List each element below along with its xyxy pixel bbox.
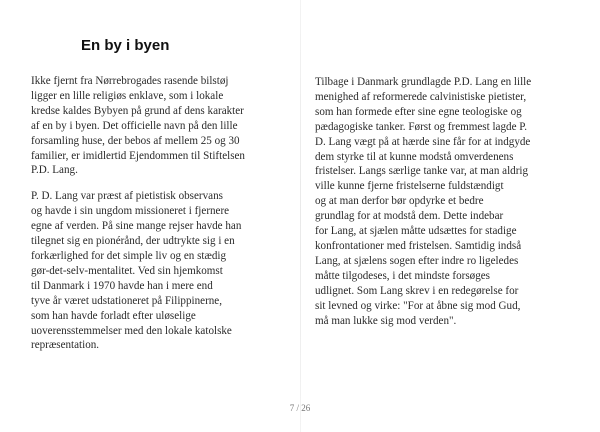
left-page bbox=[31, 36, 283, 353]
text-line: Lang, at sjælens sogen efter indre ro ligeledes bbox=[315, 254, 519, 267]
text-line: som han havde forladt efter uløselige bbox=[31, 309, 196, 322]
text-line: familier, er imidlertid Ejendommen til Stiftelsen bbox=[31, 149, 245, 162]
text-line: som han formede efter sine egne teologiske og bbox=[315, 105, 522, 118]
text-line: pædagogiske tanker. Først og fremmest lagde P. bbox=[315, 120, 527, 133]
text-line: udlignet. Som Lang skrev i en redegørelse for bbox=[315, 284, 519, 297]
text-line: repræsentation. bbox=[31, 339, 100, 352]
text-line: sit levned og virke: "For at åbne sig mod Gud, bbox=[315, 299, 521, 312]
text-line: af en by i byen. Det officielle navn på den lille bbox=[31, 119, 238, 132]
text-line: måtte tilgodeses, i det mindste forsøges bbox=[315, 269, 491, 282]
text-line: konfrontationer med fristelsen. Samtidig indså bbox=[315, 239, 522, 252]
text-line: tyve år været udstationeret på Filippinerne, bbox=[31, 294, 223, 307]
text-line: Tilbage i Danmark grundlagde P.D. Lang en lille bbox=[315, 76, 532, 88]
text-line: må man lukke sig mod verden". bbox=[315, 314, 457, 327]
text-line: forkærlighed for det simple liv og en stædig bbox=[31, 249, 227, 262]
text-line: fristelser. Langs særlige tanke var, at man aldrig bbox=[315, 165, 529, 178]
text-line: ligger en lille religiøs enklave, som i lokale bbox=[31, 89, 224, 102]
text-line: D. Lang vægt på at hærde sine får for at indgyde bbox=[315, 135, 531, 148]
page-number: 7 / 26 bbox=[289, 403, 311, 413]
text-line: gør-det-selv-mentalitet. Ved sin hjemkomst bbox=[31, 264, 223, 277]
left-paragraph-1 bbox=[31, 74, 283, 178]
text-line: Ikke fjernt fra Nørrebrogades rasende bilstøj bbox=[31, 75, 229, 87]
text-line: grundlag for at modstå dem. Dette indebar bbox=[315, 210, 504, 223]
text-line: ville kunne fjerne fristelserne fuldstændigt bbox=[315, 180, 504, 193]
page-title: En by i byen bbox=[81, 37, 170, 54]
left-paragraph-2 bbox=[31, 189, 283, 353]
text-line: til Danmark i 1970 havde han i mere end bbox=[31, 279, 213, 292]
right-page bbox=[315, 75, 575, 328]
right-paragraph-1 bbox=[315, 75, 575, 328]
text-line: uoverensstemmelser med den lokale katolske bbox=[31, 324, 232, 337]
text-line: kredse kaldes Bybyen på grund af dens karakter bbox=[31, 104, 244, 117]
text-line: tilegnet sig en pionérånd, der udtrykte sig i en bbox=[31, 235, 235, 248]
text-line: menighed af reformerede calvinistiske pietister, bbox=[315, 90, 527, 103]
page-gutter bbox=[300, 0, 301, 432]
text-line: egne af verden. På sine mange rejser havde han bbox=[31, 220, 242, 233]
text-line: dem styrke til at kunne modstå omverdenens bbox=[315, 150, 514, 163]
text-line: P. D. Lang var præst af pietistisk observans bbox=[31, 190, 223, 203]
text-line: forsamling huse, der bebos af mellem 25 og 30 bbox=[31, 134, 240, 147]
text-line: P.D. Lang. bbox=[31, 164, 78, 177]
text-line: og havde i sin ungdom missioneret i fjernere bbox=[31, 205, 230, 218]
text-line: og at man derfor bør opdyrke et bedre bbox=[315, 195, 484, 208]
text-line: for Lang, at sjælen måtte udsættes for stadige bbox=[315, 225, 517, 238]
